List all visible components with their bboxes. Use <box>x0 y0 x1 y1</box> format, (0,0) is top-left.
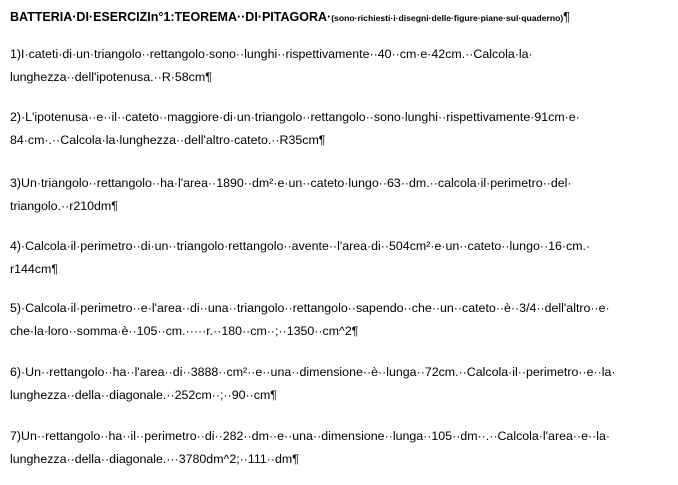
exercise-4 <box>10 235 672 281</box>
exercise-7-line-1: 7)Un··rettangolo··ha··il··perimetro··di··282··dm··e··una··dimensione··lunga··105··dm··.··Calcola·l'area··e··la· <box>10 429 611 443</box>
exercise-1-line-1: 1)I·cateti·di·un·triangolo··rettangolo·sono··lunghi··rispettivamente··40··cm·e·42cm.··Calcola·la· <box>10 47 533 61</box>
exercise-6-line-2: lunghezza··della··diagonale.··252cm··;··90··cm¶ <box>10 388 277 402</box>
document-title: BATTERIA·DI·ESERCIZIn°1:TEOREMA··DI·PITAGORA· <box>10 10 332 24</box>
exercise-5-line-1: 5)·Calcola·il·perimetro··e·l'area··di··una··triangolo··rettangolo··sapendo··che··un··cateto··è··3/4··dell'altro··e· <box>10 301 610 315</box>
exercise-7-line-2: lunghezza··della··diagonale.···3780dm^2;··111··dm¶ <box>10 452 299 466</box>
exercise-1 <box>10 43 672 89</box>
exercise-7 <box>10 425 672 471</box>
exercise-2 <box>10 106 672 152</box>
exercise-2-line-1: 2)·L'ipotenusa··e··il··cateto··maggiore·di·un·triangolo··rettangolo··sono·lunghi··rispettivamente·91cm·e· <box>10 110 580 124</box>
exercise-3-line-2: triangolo.··r210dm¶ <box>10 199 118 213</box>
exercise-5-line-2: che·la·loro··somma·è··105··cm.·····r.··180··cm··;··1350··cm^2¶ <box>10 324 359 338</box>
exercise-4-line-2: r144cm¶ <box>10 262 58 276</box>
exercise-3 <box>10 172 672 218</box>
document-title-line <box>10 9 675 26</box>
paragraph-mark: ¶ <box>563 10 570 24</box>
exercise-6-line-1: 6)·Un··rettangolo··ha··l'area··di··3888··cm²··e··una··dimensione··è··lunga··72cm.··Calcola·il··perimetro··e··la· <box>10 365 616 379</box>
exercise-1-line-2: lunghezza··dell'ipotenusa.··R·58cm¶ <box>10 70 212 84</box>
document-subtitle: (sono·richiesti·i·disegni·delle·figure·piane·sul·quaderno) <box>331 13 564 23</box>
exercise-3-line-1: 3)Un·triangolo··rettangolo··ha·l'area··1890··dm²·e·un··cateto·lungo··63··dm.··calcola·il·perimetro··del· <box>10 176 572 190</box>
exercise-2-line-2: 84·cm·.··Calcola·la·lunghezza··dell'altro·cateto.··R35cm¶ <box>10 133 326 147</box>
exercise-4-line-1: 4)·Calcola·il·perimetro··di·un··triangolo·rettangolo··avente··l'area·di··504cm²·e·un··cateto··lungo··16·cm.· <box>10 239 591 253</box>
exercise-5 <box>10 297 672 343</box>
exercise-6 <box>10 361 672 407</box>
